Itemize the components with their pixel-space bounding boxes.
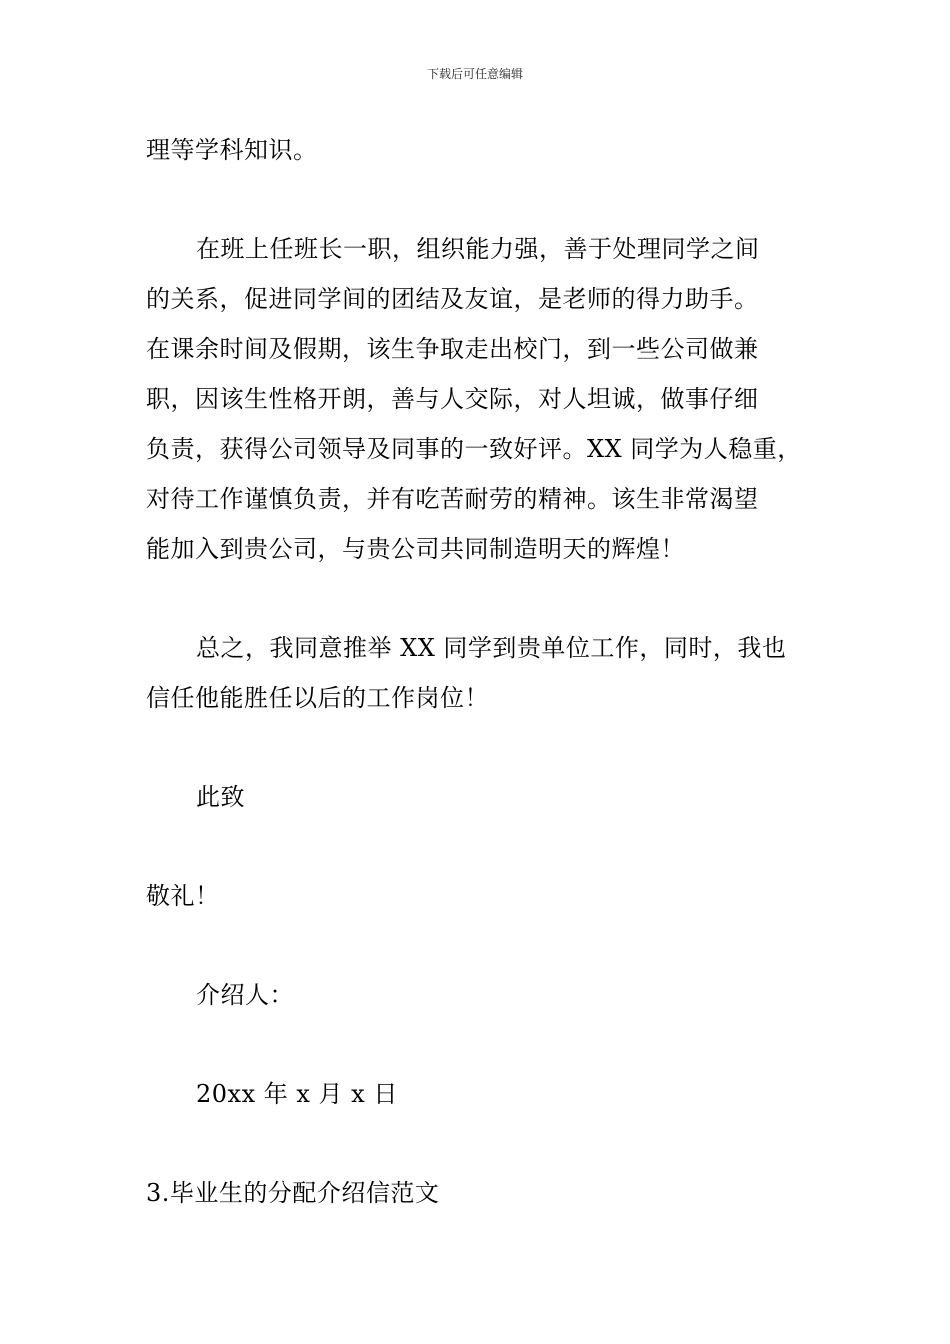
paragraph-line: 的关系，促进同学间的团结及友谊，是老师的得力助手。 <box>146 285 759 313</box>
page-header: 下载后可任意编辑 <box>426 67 523 81</box>
paragraph-line: 负责，获得公司领导及同事的一致好评。XX 同学为人稳重， <box>146 435 802 463</box>
paragraph-line: 职，因该生性格开朗，善与人交际，对人坦诚，做事仔细 <box>146 385 759 413</box>
paragraph-line: 理等学科知识。 <box>146 136 318 164</box>
date-line: 20xx 年 x 月 x 日 <box>196 1080 398 1108</box>
referrer-label: 介绍人： <box>196 981 294 1009</box>
section-heading: 3.毕业生的分配介绍信范文 <box>146 1179 440 1207</box>
paragraph-line: 对待工作谨慎负责，并有吃苦耐劳的精神。该生非常渴望 <box>146 485 759 513</box>
paragraph-line: 在班上任班长一职，组织能力强，善于处理同学之间 <box>196 235 760 263</box>
closing-regards: 敬礼！ <box>146 882 220 910</box>
paragraph-line: 能加入到贵公司，与贵公司共同制造明天的辉煌！ <box>146 535 685 563</box>
paragraph-line: 在课余时间及假期，该生争取走出校门，到一些公司做兼 <box>146 335 759 363</box>
paragraph-line: 总之，我同意推举 XX 同学到贵单位工作，同时，我也 <box>196 634 787 662</box>
paragraph-line: 信任他能胜任以后的工作岗位！ <box>146 684 489 712</box>
closing-salutation: 此致 <box>196 783 245 811</box>
